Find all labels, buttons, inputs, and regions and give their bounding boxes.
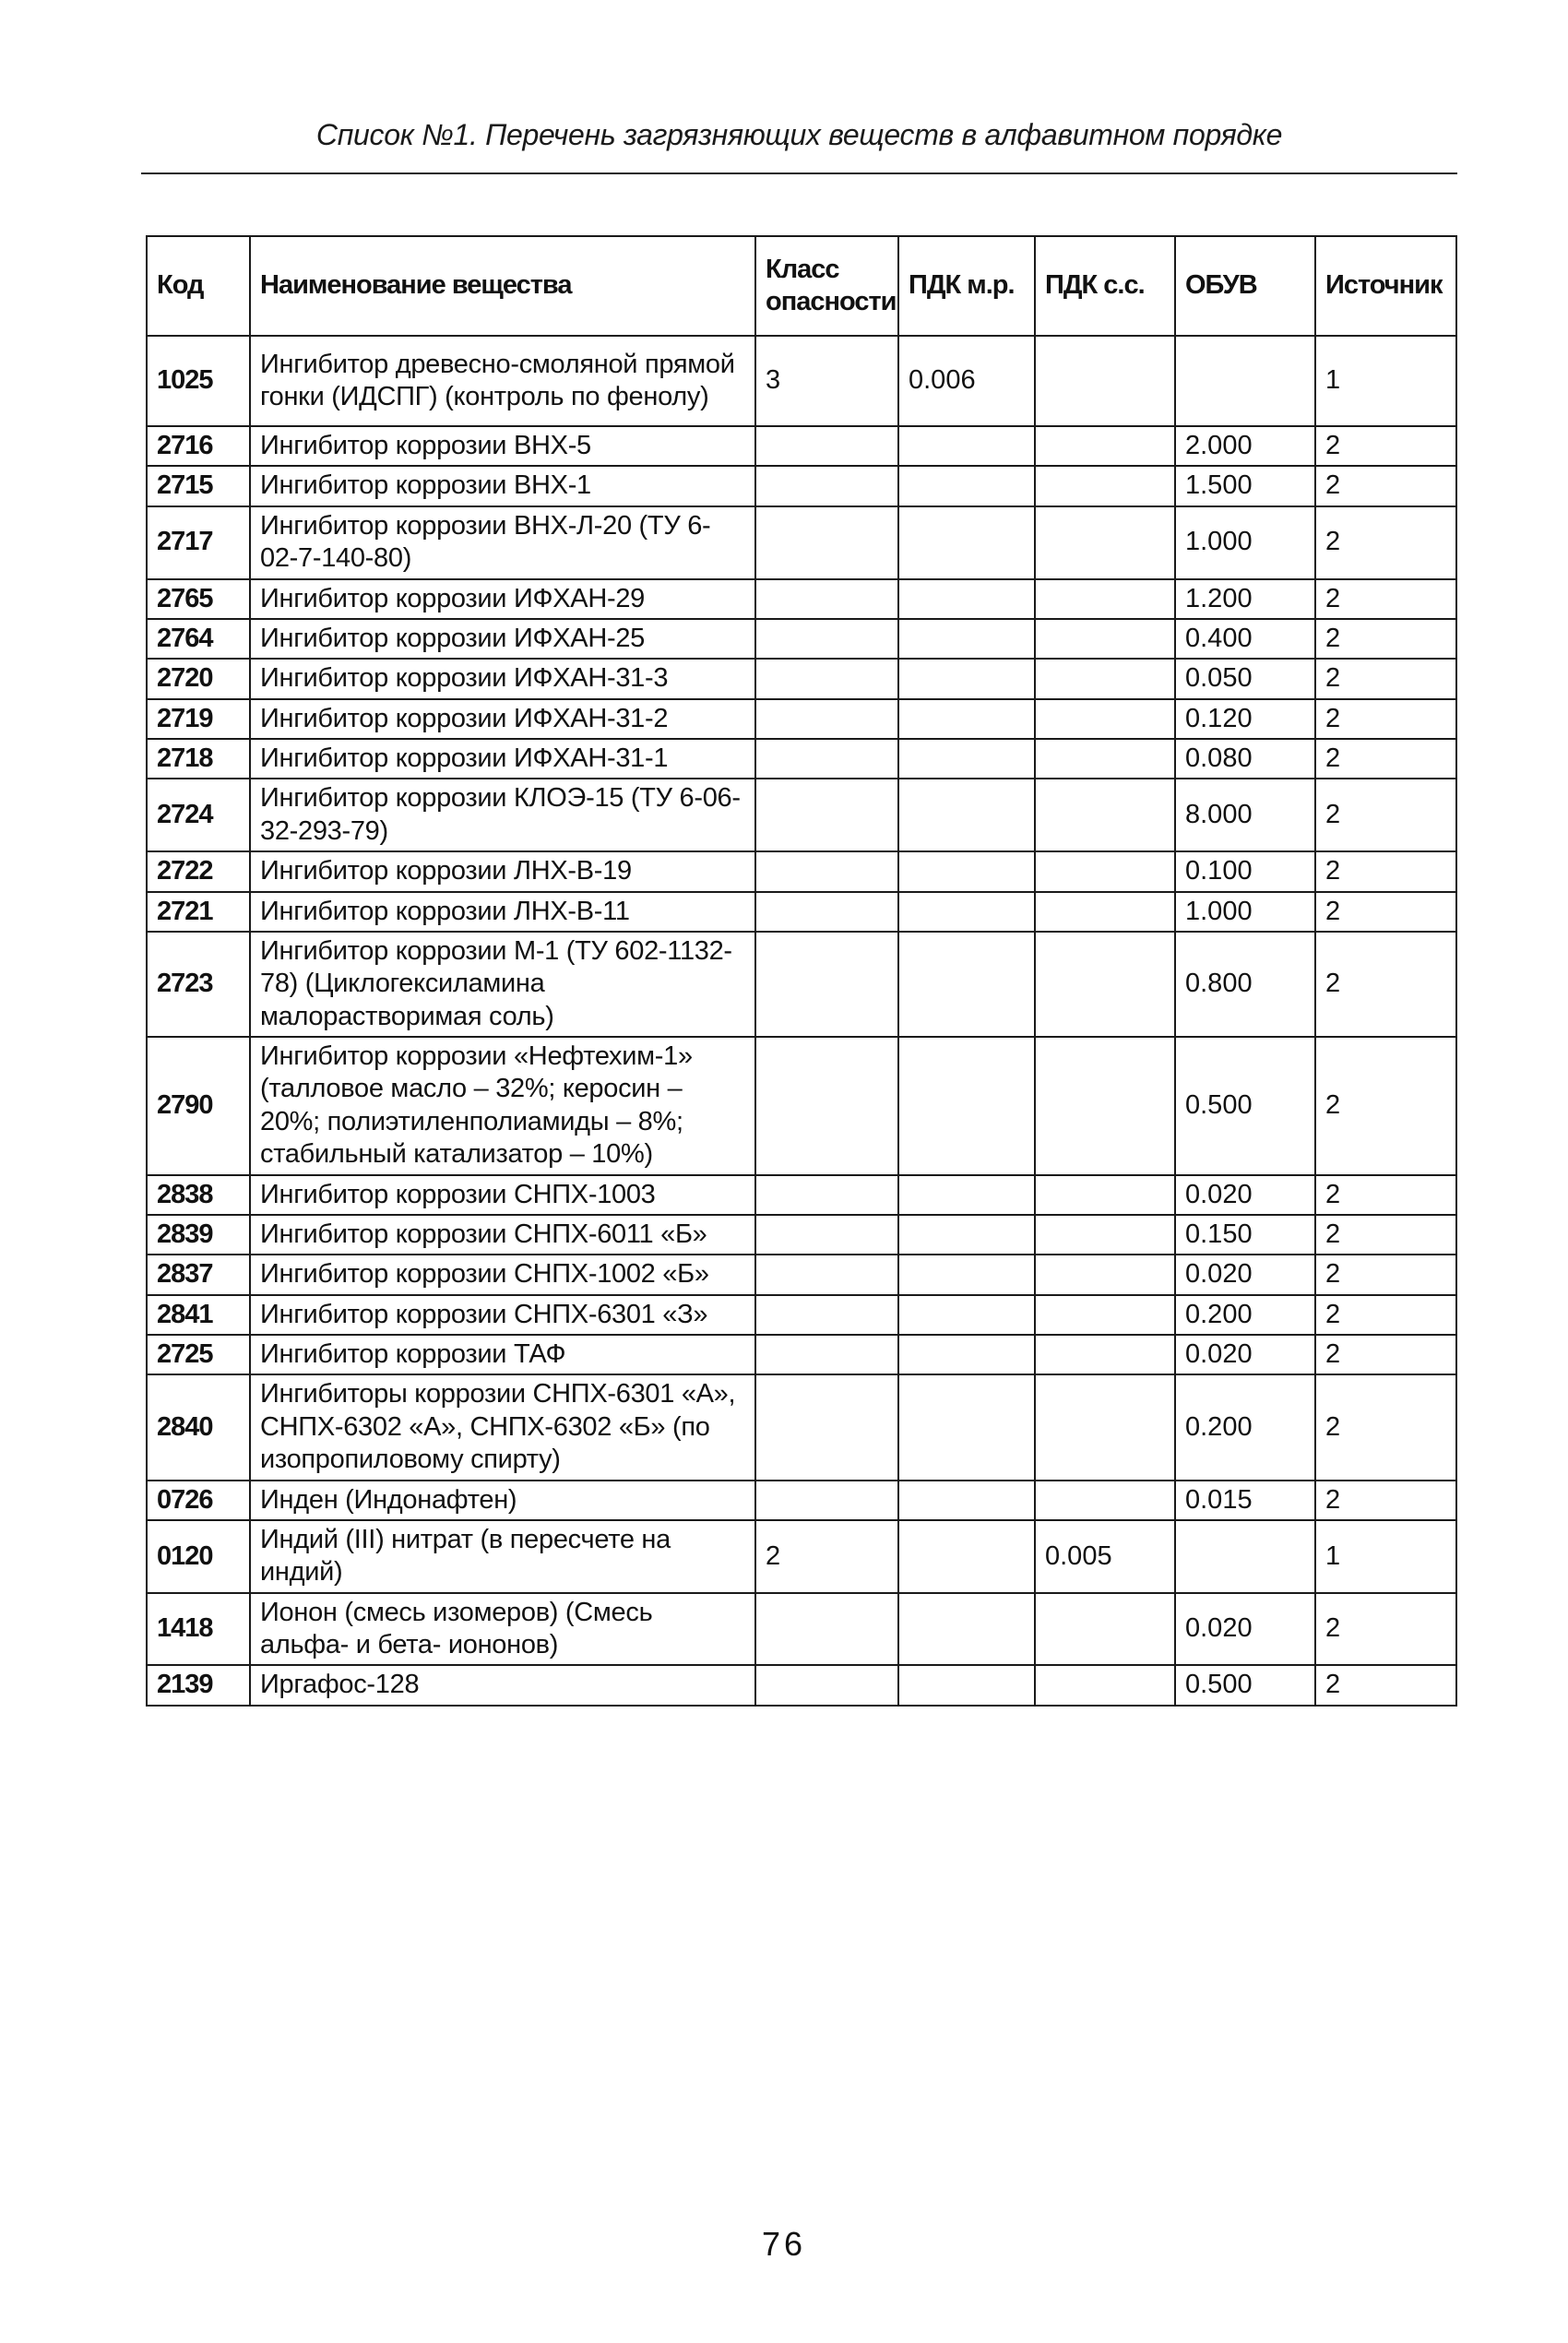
- cell-class: [755, 1374, 898, 1480]
- cell-name: Ингибитор коррозии ИФХАН-25: [250, 619, 755, 659]
- cell-name: Ингибитор коррозии ИФХАН-31-3: [250, 659, 755, 698]
- cell-pdk-ss: [1035, 1295, 1175, 1335]
- cell-name: Ингибитор коррозии ИФХАН-31-1: [250, 739, 755, 779]
- table-row: [147, 892, 1456, 932]
- cell-class: [755, 779, 898, 851]
- cell-code: 2837: [147, 1255, 250, 1294]
- cell-pdk-ss: [1035, 426, 1175, 466]
- cell-source: 2: [1315, 739, 1456, 779]
- cell-pdk-ss: [1035, 1037, 1175, 1175]
- cell-source: 2: [1315, 1665, 1456, 1705]
- cell-obuv: 0.020: [1175, 1175, 1315, 1215]
- cell-pdk-ss: [1035, 932, 1175, 1037]
- cell-pdk-ss: [1035, 659, 1175, 698]
- cell-class: 2: [755, 1520, 898, 1593]
- substances-table: [146, 235, 1457, 1707]
- cell-pdk-ss: [1035, 336, 1175, 426]
- cell-code: 2841: [147, 1295, 250, 1335]
- cell-pdk-ss: [1035, 699, 1175, 739]
- cell-pdk-mr: [898, 426, 1035, 466]
- table-row: [147, 659, 1456, 698]
- cell-pdk-mr: [898, 932, 1035, 1037]
- cell-pdk-mr: [898, 851, 1035, 891]
- col-header-pdk-mr: ПДК м.р.: [898, 236, 1035, 336]
- cell-code: 1418: [147, 1593, 250, 1666]
- cell-name: Ингибитор коррозии М-1 (ТУ 602-1132-78) (Циклогексиламина малорастворимая соль): [250, 932, 755, 1037]
- cell-pdk-ss: [1035, 1175, 1175, 1215]
- cell-name: Ингибитор коррозии СНПХ-1003: [250, 1175, 755, 1215]
- table-row: [147, 1593, 1456, 1666]
- cell-code: 2839: [147, 1215, 250, 1255]
- table-row: [147, 426, 1456, 466]
- cell-name: Ингибитор коррозии «Нефтехим-1» (талловое масло – 32%; керосин – 20%; полиэтиленполиамиды – 8%; стабильный катализатор – 10%): [250, 1037, 755, 1175]
- cell-code: 2720: [147, 659, 250, 698]
- cell-pdk-mr: [898, 739, 1035, 779]
- cell-code: 2725: [147, 1335, 250, 1374]
- cell-name: Ингибитор коррозии ТАФ: [250, 1335, 755, 1374]
- cell-name: Ингибитор коррозии СНПХ-6011 «Б»: [250, 1215, 755, 1255]
- table-row: [147, 336, 1456, 426]
- cell-pdk-ss: [1035, 1374, 1175, 1480]
- cell-code: 0726: [147, 1481, 250, 1520]
- cell-name: Ионон (смесь изомеров) (Смесь альфа- и бета- иононов): [250, 1593, 755, 1666]
- cell-class: [755, 851, 898, 891]
- cell-name: Ингибитор коррозии СНПХ-6301 «З»: [250, 1295, 755, 1335]
- cell-code: 2719: [147, 699, 250, 739]
- table-row: [147, 932, 1456, 1037]
- table-header-row: [147, 236, 1456, 336]
- cell-obuv: 0.120: [1175, 699, 1315, 739]
- cell-name: Ингибитор коррозии ЛНХ-В-11: [250, 892, 755, 932]
- cell-pdk-mr: [898, 1215, 1035, 1255]
- page-header-title: Список №1. Перечень загрязняющих веществ в алфавитном порядке: [315, 118, 1283, 151]
- cell-obuv: 0.500: [1175, 1037, 1315, 1175]
- table-row: [147, 779, 1456, 851]
- table-row: [147, 619, 1456, 659]
- cell-source: 2: [1315, 1037, 1456, 1175]
- table-row: [147, 1665, 1456, 1705]
- cell-pdk-mr: [898, 619, 1035, 659]
- cell-source: 1: [1315, 1520, 1456, 1593]
- table-row: [147, 466, 1456, 505]
- cell-obuv: 1.200: [1175, 579, 1315, 619]
- cell-obuv: 2.000: [1175, 426, 1315, 466]
- cell-obuv: 1.000: [1175, 506, 1315, 579]
- cell-pdk-ss: [1035, 506, 1175, 579]
- cell-class: [755, 619, 898, 659]
- cell-source: 2: [1315, 779, 1456, 851]
- cell-pdk-mr: [898, 1481, 1035, 1520]
- cell-name: Ингибитор коррозии СНПХ-1002 «Б»: [250, 1255, 755, 1294]
- cell-obuv: 0.800: [1175, 932, 1315, 1037]
- cell-pdk-ss: [1035, 739, 1175, 779]
- cell-pdk-ss: [1035, 1335, 1175, 1374]
- cell-pdk-mr: [898, 506, 1035, 579]
- cell-obuv: 0.015: [1175, 1481, 1315, 1520]
- cell-class: [755, 892, 898, 932]
- cell-name: Ингибитор древесно-смоляной прямой гонки (ИДСПГ) (контроль по фенолу): [250, 336, 755, 426]
- table-row: [147, 1374, 1456, 1480]
- cell-obuv: 0.080: [1175, 739, 1315, 779]
- cell-pdk-mr: [898, 779, 1035, 851]
- cell-pdk-ss: [1035, 851, 1175, 891]
- cell-code: 2717: [147, 506, 250, 579]
- col-header-class: Класс опасности: [755, 236, 898, 336]
- cell-pdk-mr: [898, 1295, 1035, 1335]
- col-header-name: Наименование вещества: [250, 236, 755, 336]
- cell-class: [755, 739, 898, 779]
- cell-obuv: 0.050: [1175, 659, 1315, 698]
- table-row: [147, 506, 1456, 579]
- cell-obuv: 8.000: [1175, 779, 1315, 851]
- cell-source: 2: [1315, 506, 1456, 579]
- page-number: 76: [761, 2225, 807, 2263]
- cell-source: 2: [1315, 1175, 1456, 1215]
- cell-name: Иргафос-128: [250, 1665, 755, 1705]
- cell-pdk-mr: [898, 892, 1035, 932]
- cell-pdk-mr: [898, 1335, 1035, 1374]
- cell-name: Ингибитор коррозии ВНХ-Л-20 (ТУ 6-02-7-140-80): [250, 506, 755, 579]
- cell-source: 2: [1315, 1593, 1456, 1666]
- table-row: [147, 1295, 1456, 1335]
- cell-class: [755, 1215, 898, 1255]
- cell-obuv: 0.020: [1175, 1255, 1315, 1294]
- cell-name: Инден (Индонафтен): [250, 1481, 755, 1520]
- col-header-pdk-ss: ПДК с.с.: [1035, 236, 1175, 336]
- cell-source: 2: [1315, 1335, 1456, 1374]
- cell-obuv: [1175, 1520, 1315, 1593]
- cell-pdk-mr: [898, 1175, 1035, 1215]
- cell-code: 2716: [147, 426, 250, 466]
- cell-source: 2: [1315, 892, 1456, 932]
- cell-pdk-mr: [898, 466, 1035, 505]
- cell-source: 2: [1315, 619, 1456, 659]
- cell-pdk-mr: 0.006: [898, 336, 1035, 426]
- cell-pdk-ss: [1035, 619, 1175, 659]
- cell-name: Ингибитор коррозии КЛОЭ-15 (ТУ 6-06-32-293-79): [250, 779, 755, 851]
- cell-code: 2764: [147, 619, 250, 659]
- cell-source: 2: [1315, 1295, 1456, 1335]
- cell-class: [755, 659, 898, 698]
- cell-source: 2: [1315, 579, 1456, 619]
- cell-code: 2765: [147, 579, 250, 619]
- col-header-source: Источник: [1315, 236, 1456, 336]
- table-row: [147, 1215, 1456, 1255]
- cell-source: 2: [1315, 1215, 1456, 1255]
- cell-obuv: [1175, 336, 1315, 426]
- cell-source: 2: [1315, 426, 1456, 466]
- cell-obuv: 0.150: [1175, 1215, 1315, 1255]
- cell-obuv: 0.020: [1175, 1335, 1315, 1374]
- cell-obuv: 1.000: [1175, 892, 1315, 932]
- cell-class: [755, 1295, 898, 1335]
- cell-pdk-ss: 0.005: [1035, 1520, 1175, 1593]
- cell-code: 2723: [147, 932, 250, 1037]
- cell-code: 2790: [147, 1037, 250, 1175]
- cell-source: 2: [1315, 659, 1456, 698]
- cell-class: [755, 932, 898, 1037]
- cell-pdk-ss: [1035, 579, 1175, 619]
- cell-pdk-mr: [898, 1593, 1035, 1666]
- cell-class: [755, 1481, 898, 1520]
- cell-code: 2840: [147, 1374, 250, 1480]
- col-header-code: Код: [147, 236, 250, 336]
- cell-pdk-ss: [1035, 1255, 1175, 1294]
- cell-code: 2838: [147, 1175, 250, 1215]
- cell-pdk-mr: [898, 1520, 1035, 1593]
- cell-source: 2: [1315, 1255, 1456, 1294]
- table-row: [147, 851, 1456, 891]
- table-row: [147, 1335, 1456, 1374]
- cell-code: 2715: [147, 466, 250, 505]
- cell-name: Ингибитор коррозии ИФХАН-31-2: [250, 699, 755, 739]
- cell-pdk-mr: [898, 1665, 1035, 1705]
- table-row: [147, 1481, 1456, 1520]
- cell-code: 2718: [147, 739, 250, 779]
- table-row: [147, 1175, 1456, 1215]
- cell-pdk-ss: [1035, 1665, 1175, 1705]
- cell-name: Ингибитор коррозии ВНХ-5: [250, 426, 755, 466]
- cell-source: 2: [1315, 699, 1456, 739]
- cell-source: 2: [1315, 1374, 1456, 1480]
- header-rule: [141, 172, 1457, 174]
- cell-pdk-mr: [898, 699, 1035, 739]
- cell-code: 1025: [147, 336, 250, 426]
- cell-class: [755, 1335, 898, 1374]
- table-row: [147, 1037, 1456, 1175]
- cell-obuv: 0.100: [1175, 851, 1315, 891]
- cell-class: [755, 1665, 898, 1705]
- cell-source: 2: [1315, 851, 1456, 891]
- table-row: [147, 1520, 1456, 1593]
- cell-class: [755, 1593, 898, 1666]
- cell-pdk-mr: [898, 1255, 1035, 1294]
- cell-code: 0120: [147, 1520, 250, 1593]
- cell-code: 2139: [147, 1665, 250, 1705]
- cell-code: 2724: [147, 779, 250, 851]
- cell-pdk-ss: [1035, 1593, 1175, 1666]
- cell-name: Индий (III) нитрат (в пересчете на индий): [250, 1520, 755, 1593]
- cell-pdk-ss: [1035, 892, 1175, 932]
- cell-source: 2: [1315, 932, 1456, 1037]
- cell-class: [755, 1037, 898, 1175]
- cell-pdk-mr: [898, 1037, 1035, 1175]
- table-row: [147, 739, 1456, 779]
- cell-obuv: 0.200: [1175, 1295, 1315, 1335]
- cell-name: Ингибитор коррозии ЛНХ-В-19: [250, 851, 755, 891]
- cell-obuv: 0.200: [1175, 1374, 1315, 1480]
- cell-pdk-mr: [898, 659, 1035, 698]
- table-row: [147, 699, 1456, 739]
- cell-source: 2: [1315, 1481, 1456, 1520]
- cell-pdk-ss: [1035, 779, 1175, 851]
- cell-name: Ингибитор коррозии ИФХАН-29: [250, 579, 755, 619]
- table-body: [147, 336, 1456, 1706]
- cell-pdk-mr: [898, 579, 1035, 619]
- cell-source: 1: [1315, 336, 1456, 426]
- cell-class: [755, 699, 898, 739]
- col-header-obuv: ОБУВ: [1175, 236, 1315, 336]
- cell-class: [755, 579, 898, 619]
- cell-pdk-mr: [898, 1374, 1035, 1480]
- cell-class: [755, 506, 898, 579]
- table-row: [147, 1255, 1456, 1294]
- cell-source: 2: [1315, 466, 1456, 505]
- cell-pdk-ss: [1035, 1215, 1175, 1255]
- cell-class: [755, 426, 898, 466]
- cell-obuv: 0.500: [1175, 1665, 1315, 1705]
- cell-class: [755, 1255, 898, 1294]
- cell-code: 2721: [147, 892, 250, 932]
- cell-pdk-ss: [1035, 1481, 1175, 1520]
- cell-name: Ингибиторы коррозии СНПХ-6301 «А», СНПХ-6302 «А», СНПХ-6302 «Б» (по изопропиловому спирту): [250, 1374, 755, 1480]
- cell-class: [755, 1175, 898, 1215]
- table-row: [147, 579, 1456, 619]
- cell-class: [755, 466, 898, 505]
- cell-obuv: 0.020: [1175, 1593, 1315, 1666]
- cell-obuv: 0.400: [1175, 619, 1315, 659]
- cell-class: 3: [755, 336, 898, 426]
- cell-code: 2722: [147, 851, 250, 891]
- cell-pdk-ss: [1035, 466, 1175, 505]
- cell-obuv: 1.500: [1175, 466, 1315, 505]
- table-header: [147, 236, 1456, 336]
- cell-name: Ингибитор коррозии ВНХ-1: [250, 466, 755, 505]
